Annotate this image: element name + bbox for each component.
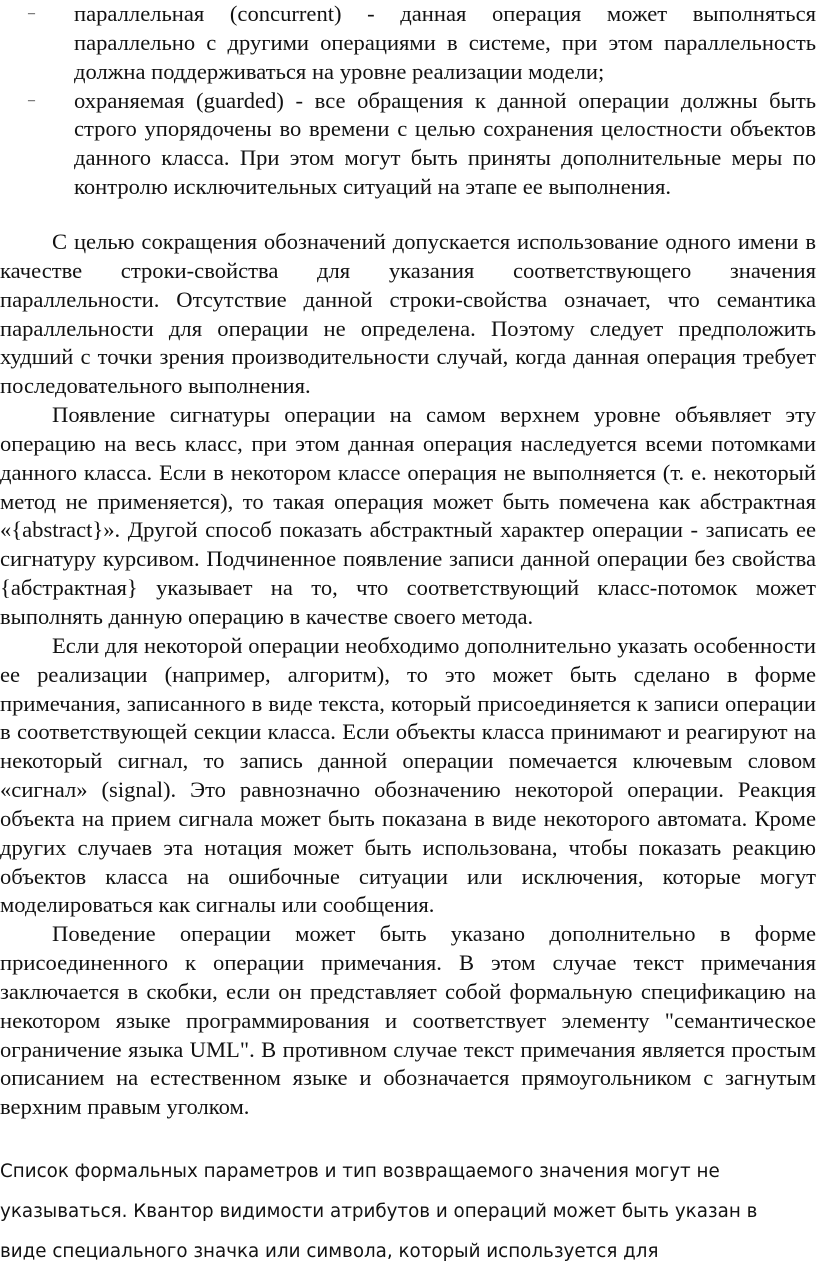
paragraph: С целью сокращения обозначений допускается использование одного имени в качестве строки-свойства для указания соответствующего значения параллельности. Отсутствие данной строки-свойства означает, что семантика параллельности для операции не определена. Поэтому следует предположить худший с точки зрения производительности случай, когда данная операция требует последовательного выполнения. — [0, 229, 816, 399]
list-item-text: параллельная (concurrent) - данная операция может выполняться параллельно с другими операциями в системе, при этом параллельность должна поддерживаться на уровне реализации модели; — [74, 1, 816, 84]
list-bullet: – — [28, 92, 35, 108]
concurrency-list — [0, 0, 816, 202]
text-line: указываться. Квантор видимости атрибутов и операций может быть указан в — [0, 1201, 758, 1222]
list-item — [0, 0, 816, 87]
trailing-text — [0, 1152, 816, 1272]
paragraph: Поведение операции может быть указано дополнительно в форме присоединенного к операции примечания. В этом случае текст примечания заключается в скобки, если он представляет собой формальную спецификацию на некотором языке программирования и соответствует элементу "семантическое ограничение языка UML". В противном случае текст примечания является простым описанием на естественном языке и обозначается прямоугольником с загнутым верхним правым уголком. — [0, 921, 816, 1120]
list-item-text: охраняемая (guarded) - все обращения к данной операции должны быть строго упорядочены во времени с целью сохранения целостности объектов данного класса. При этом могут быть приняты дополнительные меры по контролю исключительных ситуаций на этапе ее выполнения. — [74, 87, 816, 200]
list-bullet: – — [28, 6, 35, 21]
paragraph: Появление сигнатуры операции на самом верхнем уровне объявляет эту операцию на весь класс, при этом данная операция наследуется всеми потомками данного класса. Если в некотором классе операция не выполняется (т. е. некоторый метод не применяется), то такая операция может быть помечена как абстрактная «{abstract}». Другой способ показать абстрактный характер операции - записать ее сигнатуру курсивом. Подчиненное появление записи данной операции без свойства {абстрактная} указывает на то, что соответствующий класс-потомок может выполнять данную операцию в качестве своего метода. — [0, 402, 816, 629]
list-item — [0, 87, 816, 202]
body-text — [0, 228, 816, 1122]
paragraph: Если для некоторой операции необходимо дополнительно указать особенности ее реализации (например, алгоритм), то это может быть сделано в форме примечания, записанного в виде текста, который присоединяется к записи операции в соответствующей секции класса. Если объекты класса принимают и реагируют на некоторый сигнал, то запись данной операции помечается ключевым словом «сигнал» (signal). Это равнозначно обозначению некоторой операции. Реакция объекта на прием сигнала может быть показана в виде некоторого автомата. Кроме других случаев эта нотация может быть использована, чтобы показать реакцию объектов класса на ошибочные ситуации или исключения, которые могут моделироваться как сигналы или сообщения. — [0, 632, 816, 918]
text-line: виде специального значка или символа, который используется для — [0, 1241, 659, 1262]
text-line: Список формальных параметров и тип возвращаемого значения могут не — [0, 1161, 720, 1182]
